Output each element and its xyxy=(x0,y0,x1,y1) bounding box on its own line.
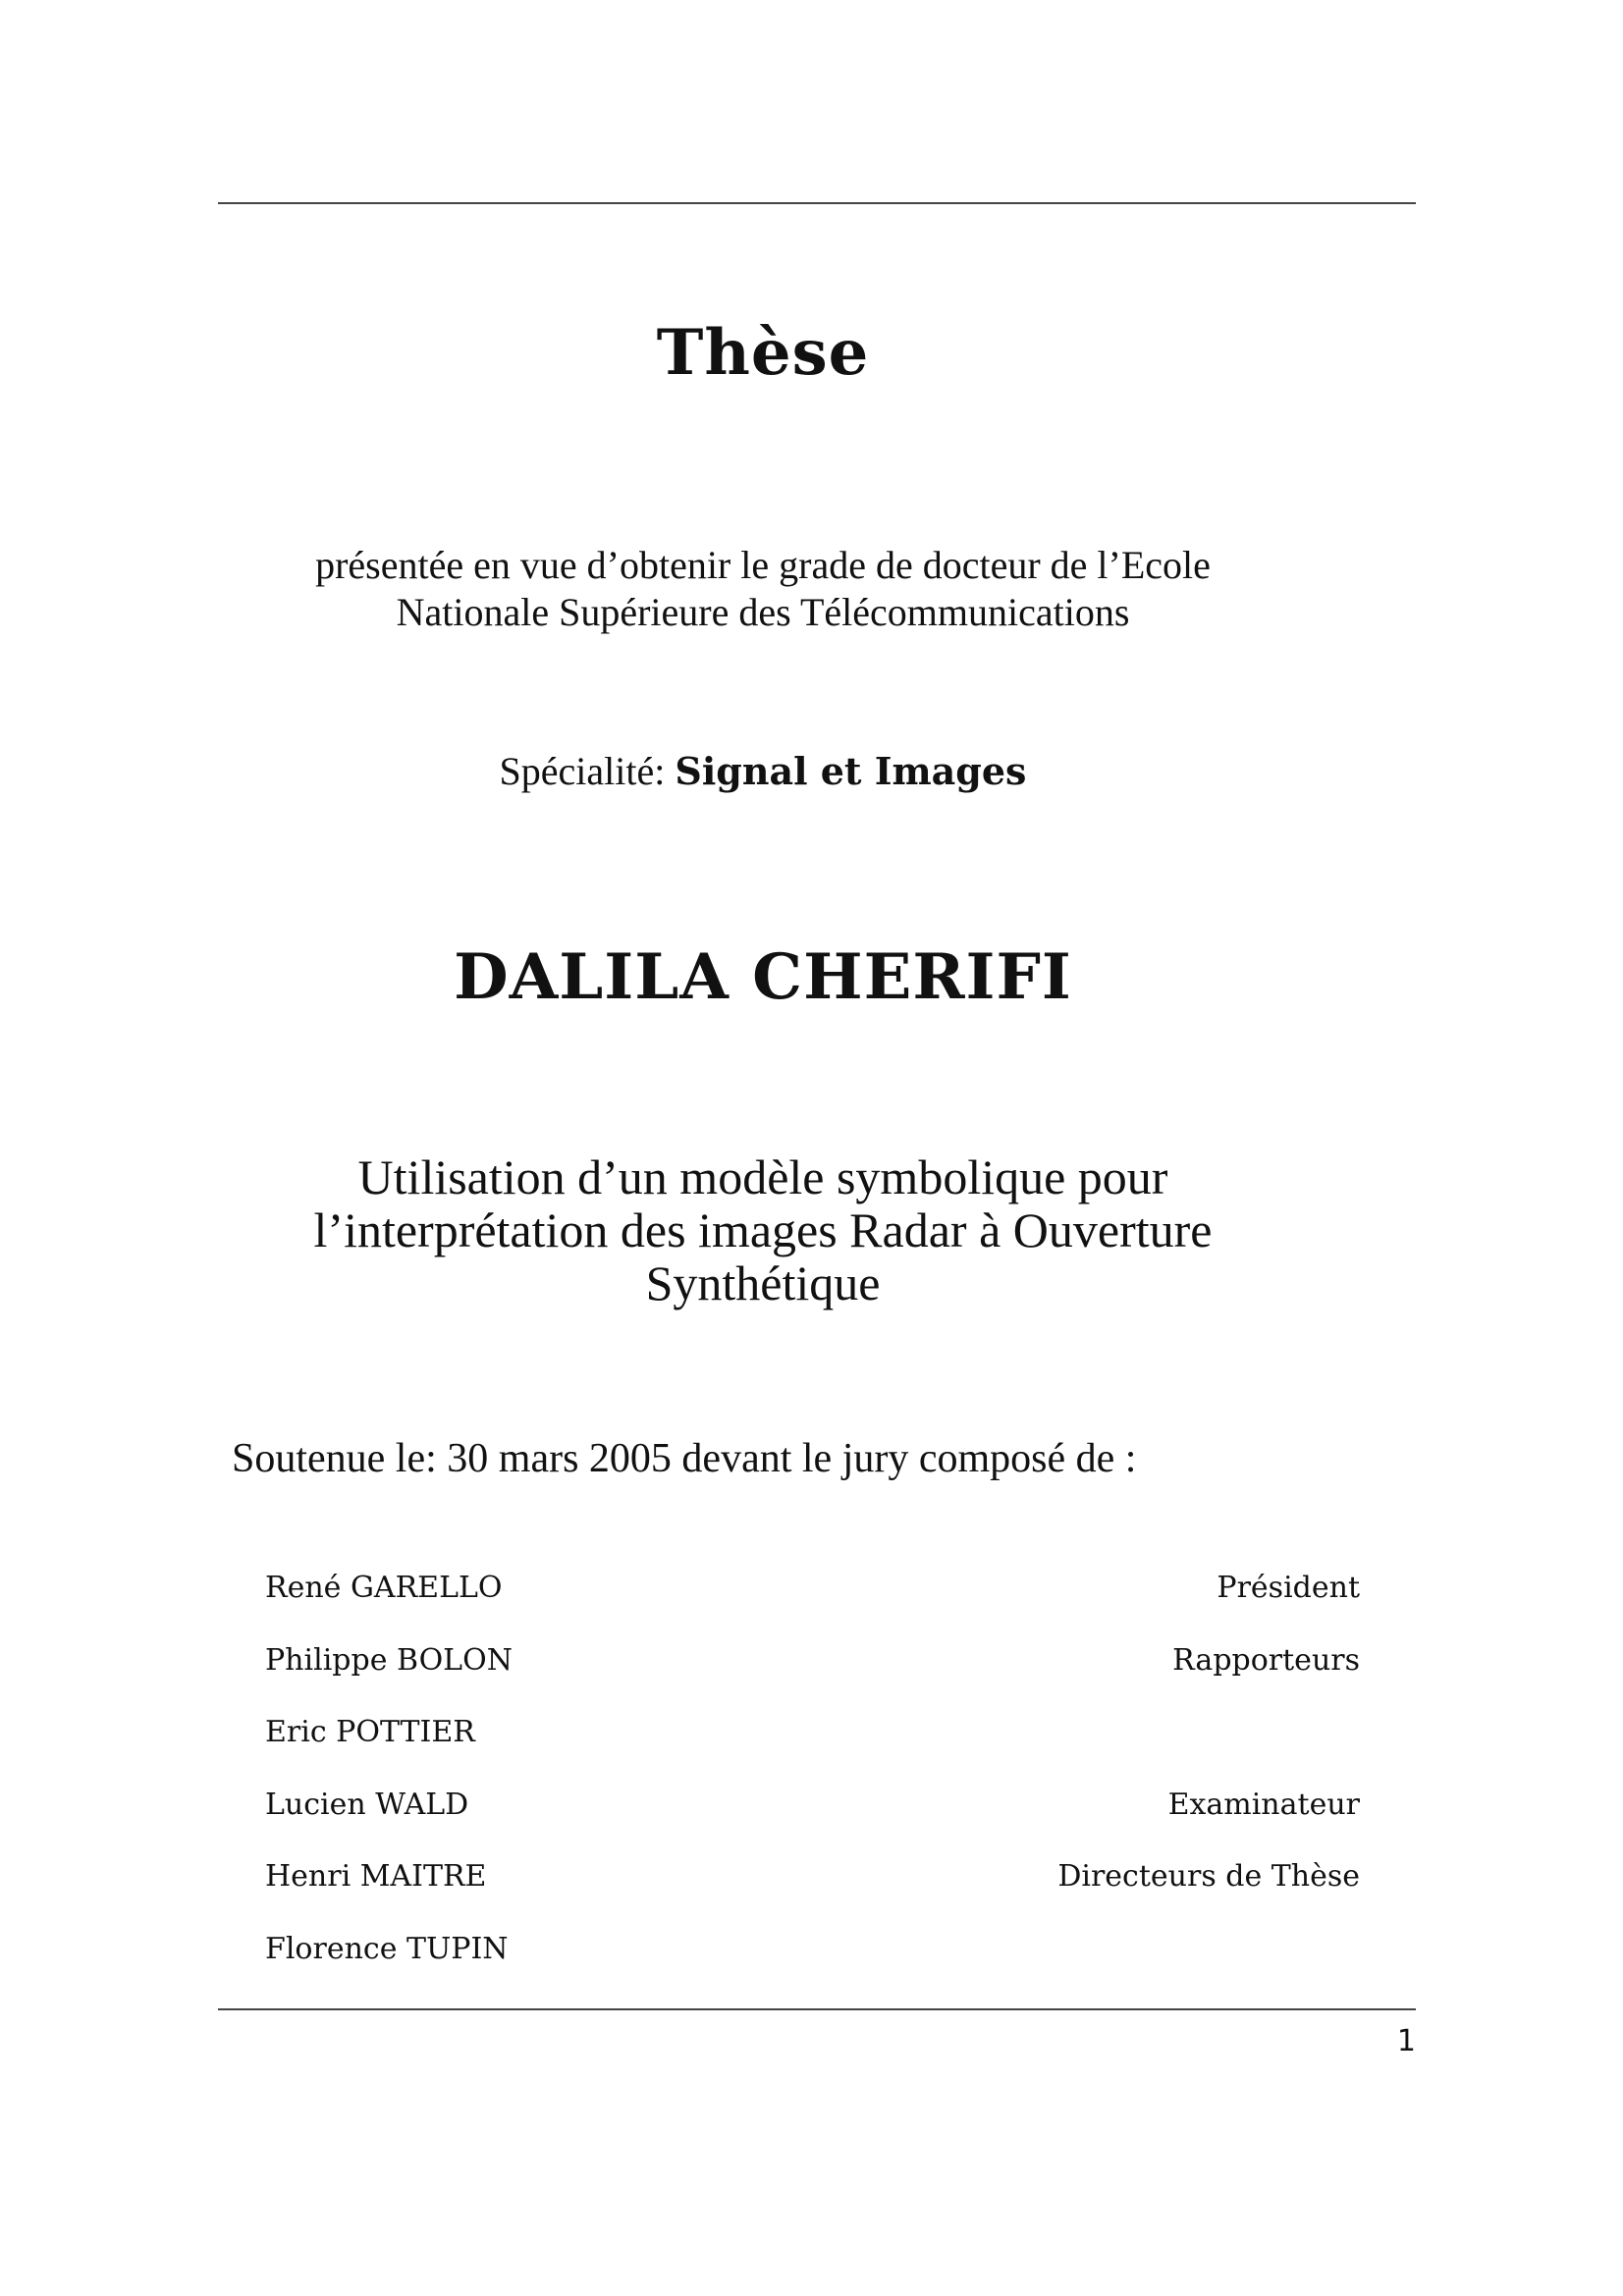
specialty-label: Spécialité: xyxy=(499,749,666,793)
document-title: Thèse xyxy=(656,316,870,390)
jury-member-name: Henri MAITRE xyxy=(265,1859,487,1894)
jury-member-name: Philippe BOLON xyxy=(265,1642,513,1678)
jury-row xyxy=(265,1932,1360,2004)
jury-row xyxy=(265,1715,1360,1788)
subtitle-line-2: Nationale Supérieure des Télécommunications xyxy=(396,590,1130,634)
jury-member-role: Rapporteurs xyxy=(1172,1642,1360,1678)
jury-member-name: Florence TUPIN xyxy=(265,1931,509,1966)
subtitle-line-1: présentée en vue d’obtenir le grade de docteur de l’Ecole xyxy=(315,543,1211,587)
jury-member-name: Eric POTTIER xyxy=(265,1715,475,1749)
bottom-rule xyxy=(218,2008,1416,2010)
jury-member-role: Examinateur xyxy=(1167,1787,1360,1822)
specialty xyxy=(218,748,1308,794)
jury-member-name: René GARELLO xyxy=(265,1571,503,1605)
jury-member-role: Président xyxy=(1217,1571,1360,1605)
thesis-title-line-2: l’interprétation des images Radar à Ouverture xyxy=(313,1202,1213,1257)
jury-row xyxy=(265,1643,1360,1716)
specialty-value: Signal et Images xyxy=(675,749,1027,793)
thesis-title xyxy=(218,1150,1308,1309)
thesis-title-line-3: Synthétique xyxy=(645,1255,881,1310)
jury-member-role: Directeurs de Thèse xyxy=(1057,1859,1360,1894)
author-name: DALILA CHERIFI xyxy=(454,940,1072,1014)
jury-row xyxy=(265,1571,1360,1643)
jury-row xyxy=(265,1859,1360,1932)
degree-subtitle xyxy=(218,542,1308,636)
jury-member-name: Lucien WALD xyxy=(265,1787,469,1822)
page-number: 1 xyxy=(1396,2024,1416,2058)
jury-list xyxy=(265,1571,1360,2003)
defense-statement: Soutenue le: 30 mars 2005 devant le jury composé de : xyxy=(232,1436,1137,1481)
thesis-title-line-1: Utilisation d’un modèle symbolique pour xyxy=(357,1149,1168,1204)
jury-row xyxy=(265,1788,1360,1860)
top-rule xyxy=(218,202,1416,204)
